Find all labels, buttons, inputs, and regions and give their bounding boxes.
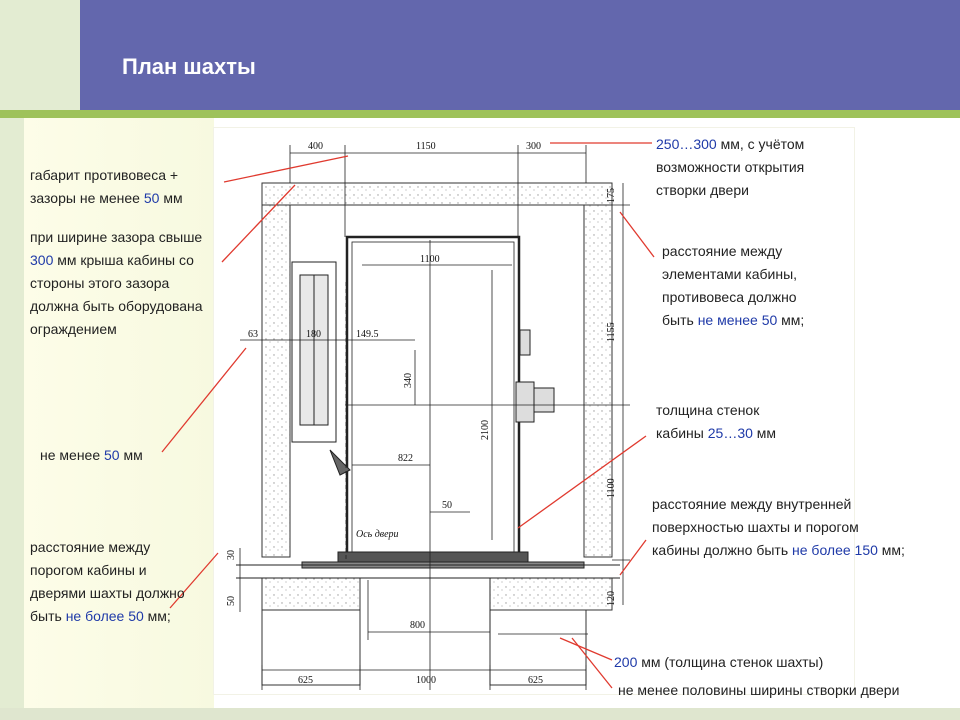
guide-rails-right [516, 330, 554, 422]
note-min-50: не менее 50 мм [40, 447, 143, 463]
dim-inner-1100: 1100 [420, 254, 440, 265]
note-cabin-counterweight [662, 240, 804, 332]
dim-inner-822: 822 [398, 453, 413, 464]
note-walls-line2: кабины 25…30 мм [656, 425, 777, 441]
note-inner-line3: кабины должно быть не более 150 мм; [652, 542, 905, 558]
dim-bottom-625-right: 625 [528, 675, 543, 686]
note-gap-line4: должна быть оборудована [30, 298, 203, 314]
note-half-door: не менее половины ширины створки двери [618, 682, 900, 698]
note-threshold-line1: расстояние между [30, 539, 151, 555]
note-gap-line2: 300 мм крыша кабины со [30, 252, 194, 268]
note-cabin-cw-line2: элементами кабины, [662, 266, 798, 282]
note-cabin-cw-line3: противовеса должно [662, 289, 797, 305]
dim-inner-149-5: 149.5 [356, 329, 379, 340]
note-walls-line1: толщина стенок [656, 402, 760, 418]
dim-inner-180: 180 [306, 329, 321, 340]
note-threshold-line3: дверями шахты должно [30, 585, 185, 601]
dim-bottom-625-left: 625 [298, 675, 313, 686]
dim-left-50: 50 [226, 596, 237, 606]
note-inner-line2: поверхностью шахты и порогом [652, 519, 859, 535]
dim-left-30: 30 [226, 550, 237, 560]
note-door-open-line3: створки двери [656, 182, 749, 198]
note-gap-line1: при ширине зазора свыше [30, 229, 203, 245]
counterweight [292, 262, 350, 475]
note-counterweight-line2: зазоры не менее 50 мм [30, 190, 183, 206]
dim-right-1100: 1100 [606, 478, 617, 498]
slide-title: План шахты [122, 54, 256, 79]
note-cabin-cw-line1: расстояние между [662, 243, 783, 259]
note-counterweight [30, 164, 183, 210]
note-cabin-walls [656, 399, 776, 445]
note-door-open [656, 133, 804, 202]
note-threshold-line2: порогом кабины и [30, 562, 147, 578]
note-gap-line3: стороны этого зазора [30, 275, 170, 291]
dim-right-1155: 1155 [606, 322, 617, 342]
dim-right-175: 175 [606, 188, 617, 203]
dim-top-1150: 1150 [416, 141, 436, 152]
note-threshold-line4: быть не более 50 мм; [30, 608, 171, 624]
note-inner-surface [652, 493, 905, 562]
dim-right-120: 120 [606, 591, 617, 606]
note-door-open-line1: 250…300 мм, с учётом [656, 136, 805, 152]
note-gap-line5: ограждением [30, 321, 117, 337]
dim-inner-2100: 2100 [480, 420, 491, 440]
note-shaft-wall: 200 мм (толщина стенок шахты) [614, 654, 824, 670]
cabin [236, 237, 620, 578]
dim-top-300: 300 [526, 141, 541, 152]
dim-inner-340: 340 [403, 373, 414, 388]
note-cabin-cw-line4: быть не менее 50 мм; [662, 312, 805, 328]
dim-inner-800: 800 [410, 620, 425, 631]
note-door-open-line2: возможности открытия [656, 159, 805, 175]
dim-inner-63: 63 [248, 329, 258, 340]
dim-inner-50: 50 [442, 500, 452, 511]
note-threshold [30, 536, 185, 628]
note-counterweight-line1: габарит противовеса + [30, 167, 179, 183]
door-axis-label: Ось двери [356, 529, 399, 540]
note-gap-300 [30, 226, 203, 341]
dim-bottom-1000: 1000 [416, 675, 436, 686]
dim-top-400: 400 [308, 141, 323, 152]
note-inner-line1: расстояние между внутренней [652, 496, 852, 512]
